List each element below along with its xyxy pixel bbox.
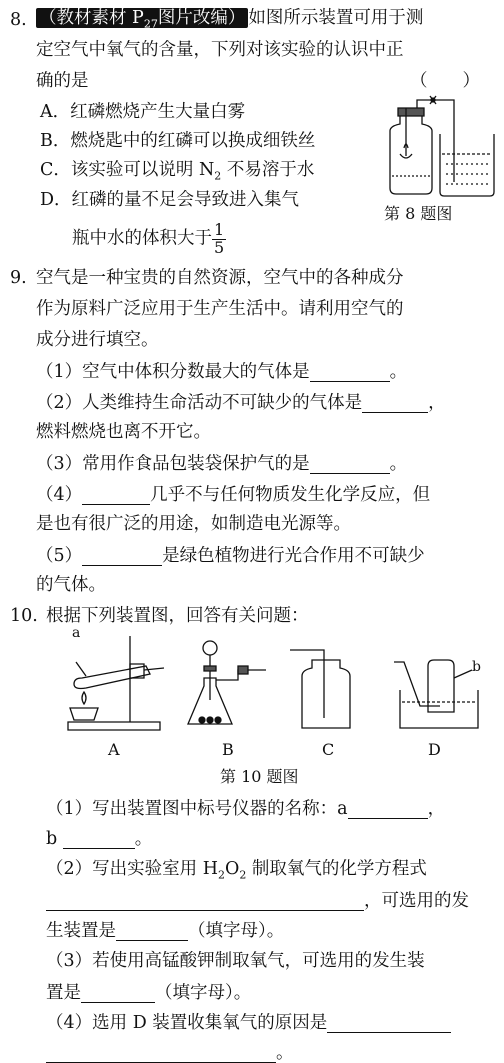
beaker <box>440 134 494 196</box>
apparatus-b-figure <box>186 640 270 732</box>
q8-option-a: A．红磷燃烧产生大量白雾 <box>40 102 246 122</box>
stopcock-icon <box>204 666 216 671</box>
q9-part1: （1）空气中体积分数最大的气体是 。 <box>36 362 408 382</box>
answer-blank-b[interactable] <box>63 830 135 849</box>
answer-blank[interactable] <box>82 486 150 505</box>
q8-source-tag: （教材素材 $P_{27}$图片改编） <box>36 8 248 28</box>
rubber-stopper <box>398 108 424 116</box>
answer-blank[interactable] <box>310 455 390 474</box>
q10-part2-cont: ，可选用的发 <box>46 892 469 911</box>
apparatus-label-c: C <box>322 740 335 759</box>
delivery-tube <box>394 662 440 706</box>
test-tube <box>74 666 150 689</box>
iron-stand-base <box>68 722 160 730</box>
q9-part2-cont: 燃料燃烧也离不开它。 <box>36 422 211 442</box>
q10-part2-cont2: 生装置是 （填字母）。 <box>46 921 285 941</box>
q10-part1-cont: b 。 <box>46 829 153 849</box>
apparatus-label-b: B <box>222 740 234 759</box>
q8-stem-line3: 确的是 <box>36 71 89 91</box>
q10-part3: （3）若使用高锰酸钾制取氧气，可选用的发生装 <box>46 951 425 971</box>
q10-part4-cont: 。 <box>46 1044 294 1063</box>
q9-part4: （4） 几乎不与任何物质发生化学反应，但 <box>36 485 431 505</box>
q8-stem-line2: 定空气中氧气的含量，下列对该实验的认识中正 <box>36 40 404 60</box>
gas-bottle <box>302 660 350 728</box>
q8-figure-caption: 第 8 题图 <box>384 204 453 223</box>
q9-stem-line1: 空气是一种宝贵的自然资源，空气中的各种成分 <box>36 268 404 288</box>
label-a: a <box>72 625 81 641</box>
answer-blank[interactable] <box>46 1044 276 1063</box>
q8-stem-line1: （教材素材 $P_{27}$图片改编） 如图所示装置可用于测 <box>36 10 423 30</box>
funnel-bulb <box>203 641 217 655</box>
answer-blank[interactable] <box>81 984 155 1003</box>
label-a-leader <box>76 662 86 676</box>
q10-stem: 根据下列装置图，回答有关问题： <box>46 606 309 626</box>
apparatus-c-figure <box>288 646 360 732</box>
apparatus-label-d: D <box>428 740 441 759</box>
answer-blank-a[interactable] <box>348 800 428 819</box>
q8-number: 8. <box>10 10 27 30</box>
q8-option-d-line1: D．红磷的量不足会导致进入集气 <box>40 190 300 210</box>
q8-option-d-line2: 瓶中水的体积大于 $\frac{1}{5}$ <box>72 220 225 257</box>
q8-oxygen-apparatus-figure <box>372 96 502 201</box>
q9-part3: （3）常用作食品包装袋保护气的是 。 <box>36 454 408 474</box>
answer-blank-equation[interactable] <box>46 892 364 911</box>
flame-icon <box>82 692 86 704</box>
answer-blank[interactable] <box>82 547 162 566</box>
q10-part4: （4）选用 D 装置收集氧气的原因是 <box>46 1014 451 1033</box>
q9-stem-line2: 作为原料广泛应用于生产生活中。请利用空气的 <box>36 299 404 319</box>
q9-stem-line3: 成分进行填空。 <box>36 330 159 350</box>
apparatus-d-figure <box>392 656 484 732</box>
q9-part5-cont: 的气体。 <box>36 575 106 595</box>
gas-collecting-bottle <box>428 660 454 712</box>
water-trough <box>400 690 478 728</box>
answer-blank[interactable] <box>116 922 188 941</box>
answer-blank[interactable] <box>310 363 390 382</box>
q9-part5: （5） 是绿色植物进行光合作用不可缺少 <box>36 546 425 566</box>
label-b: b <box>472 659 481 675</box>
apparatus-a-figure <box>60 632 170 732</box>
gas-bottle <box>390 114 432 194</box>
label-b-leader <box>454 670 472 678</box>
q10-part3-cont: 置是 （填字母）。 <box>46 983 252 1003</box>
q10-part1: （1）写出装置图中标号仪器的名称：a ， <box>46 799 446 819</box>
fraction-one-fifth: $\frac{1}{5}$ <box>214 220 225 257</box>
q10-number: 10. <box>10 606 38 626</box>
alcohol-lamp <box>70 708 98 720</box>
apparatus-label-a: A <box>108 740 120 759</box>
answer-blank[interactable] <box>327 1014 451 1033</box>
q9-part2: （2）人类维持生命活动不可缺少的气体是 ， <box>36 393 446 413</box>
answer-blank[interactable] <box>362 394 428 413</box>
q8-answer-paren: （ ） <box>410 71 480 91</box>
q9-number: 9. <box>10 268 27 288</box>
q10-figure-caption: 第 10 题图 <box>220 767 299 786</box>
q9-part4-cont: 是也有很广泛的用途，如制造电光源等。 <box>36 514 351 534</box>
q8-option-c: C．该实验可以说明 $N_2$ 不易溶于水 <box>40 160 315 183</box>
q10-part2: （2）写出实验室用 $H_2O_2$ 制取氧气的化学方程式 <box>46 859 427 882</box>
q8-option-b: B．燃烧匙中的红磷可以换成细铁丝 <box>40 131 316 151</box>
